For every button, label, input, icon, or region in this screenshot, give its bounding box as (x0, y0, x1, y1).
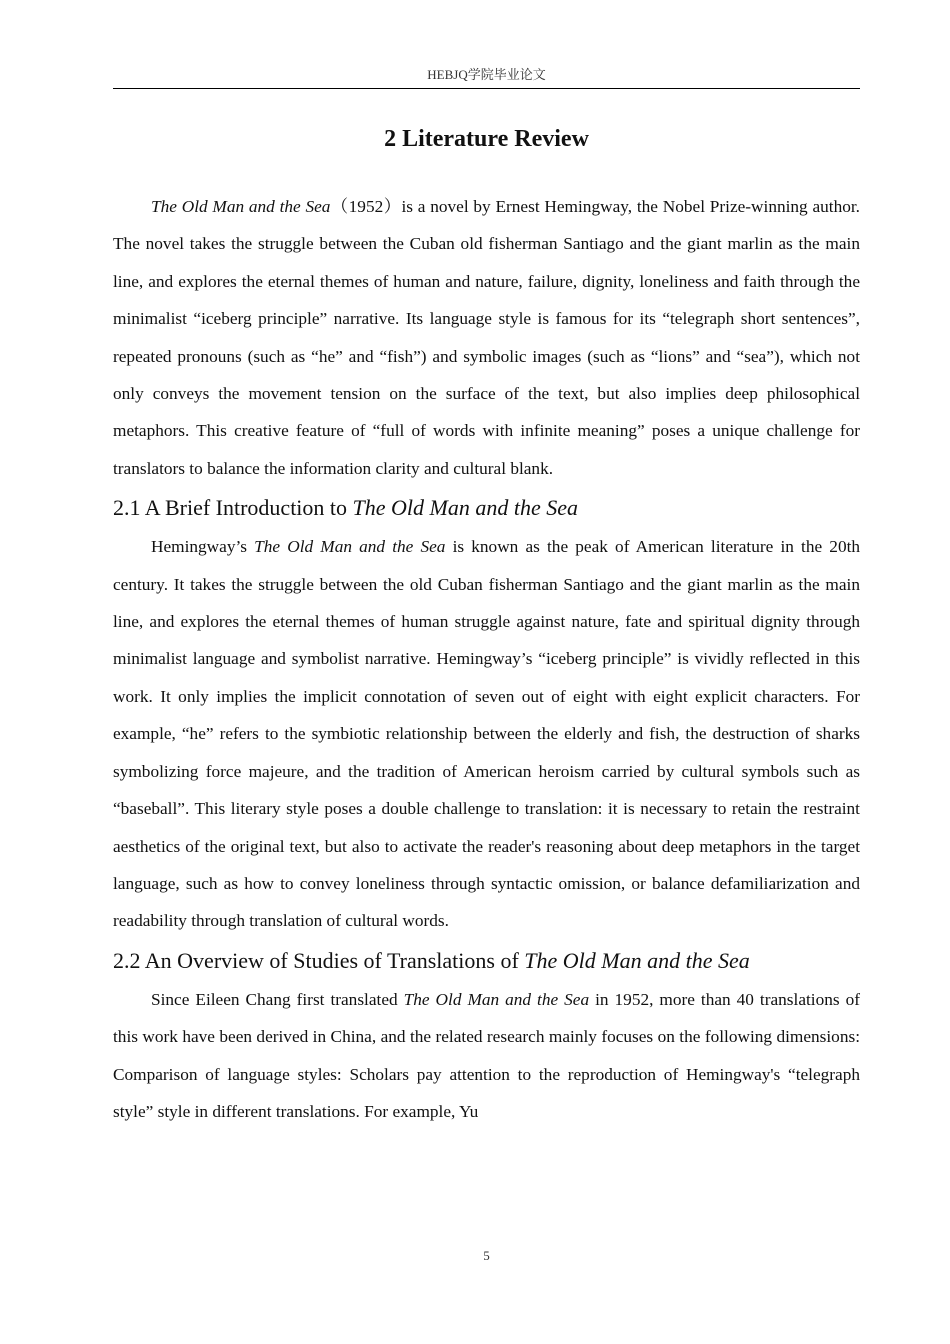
section-2-2-heading-title: The Old Man and the Sea (524, 947, 750, 973)
intro-paragraph (113, 188, 860, 487)
section-2-1-heading-title: The Old Man and the Sea (352, 495, 578, 521)
section-2-1-para-prefix: Hemingway’s (151, 537, 255, 557)
section-heading-2-2 (113, 940, 860, 981)
section-2-2-para-text: in 1952, more than 40 translations of this work have been derived in China, and the related research mainly focuses on the following dimensions: Comparison of language styles: Scholars pay attention to the reproduction of Hemingway's “telegraph style” style in different translations. For example, Yu (113, 989, 860, 1121)
page-number: 5 (483, 1248, 490, 1263)
section-2-2-para-title: The Old Man and the Sea (403, 989, 590, 1009)
header-divider (113, 88, 860, 89)
section-heading-2-1 (113, 487, 860, 528)
chapter-title: 2 Literature Review (384, 126, 589, 152)
section-2-1-heading-prefix: 2.1 A Brief Introduction to (113, 495, 353, 521)
section-2-2-paragraph (113, 981, 860, 1131)
page-content (113, 121, 860, 1130)
section-2-1-para-text: is known as the peak of American literature in the 20th century. It takes the struggle between the old Cuban fisherman Santiago and the giant marlin as the main line, and explores the eternal themes of human struggle against nature, fate and spiritual dignity through minimalist language and symbolist narrative. Hemingway’s “iceberg principle” is vividly reflected in this work. It only implies the implicit connotation of seven out of eight with eight explicit characters. For example, “he” refers to the symbiotic relationship between the elderly and fish, the destruction of sharks symbolizing force majeure, and the tradition of American heroism carried by cultural symbols such as “baseball”. This literary style poses a double challenge to translation: it is necessary to retain the restraint aesthetics of the original text, but also to activate the reader's reasoning about deep metaphors in the target language, such as how to convey loneliness through syntactic omission, or balance defamiliarization and readability through translation of cultural words. (113, 537, 861, 931)
intro-book-title: The Old Man and the Sea (151, 197, 331, 216)
section-2-1-para-title: The Old Man and the Sea (254, 537, 446, 557)
section-2-1-paragraph (113, 528, 860, 939)
section-2-2-heading-prefix: 2.2 An Overview of Studies of Translations of (113, 947, 525, 973)
intro-text: （1952）is a novel by Ernest Hemingway, the Nobel Prize-winning author. The novel takes the struggle between the Cuban old fisherman Santiago and the giant marlin as the main line, and explores the eternal themes of human and nature, failure, dignity, loneliness and faith through the minimalist “iceberg principle” narrative. Its language style is famous for its “telegraph short sentences”, repeated pronouns (such as “he” and “fish”) and symbolic images (such as “lions” and “sea”), which not only conveys the movement tension on the surface of the text, but also implies deep philosophical metaphors. This creative feature of “full of words with infinite meaning” poses a unique challenge for translators to balance the information clarity and cultural blank. (113, 197, 860, 478)
page-header: HEBJQ学院毕业论文 (427, 67, 546, 82)
section-2-2-para-prefix: Since Eileen Chang first translated (151, 989, 404, 1009)
